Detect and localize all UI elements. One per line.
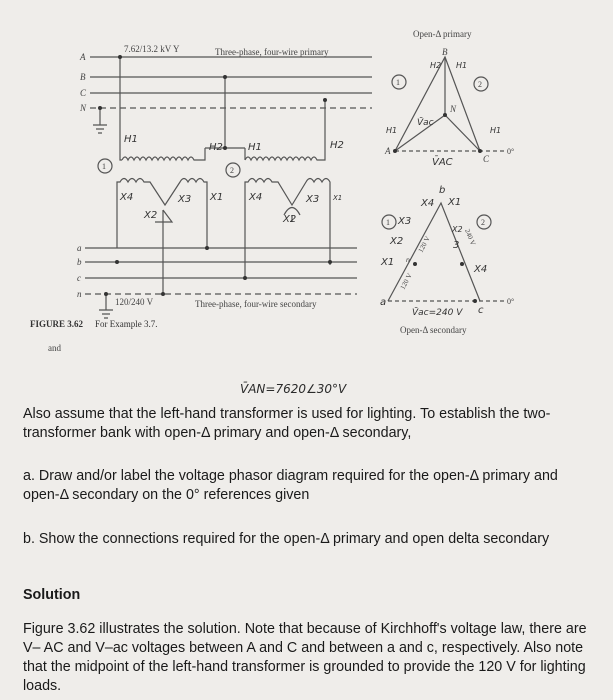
part-b-paragraph: b. Show the connections required for the open-Δ primary and open delta secondary [23, 531, 550, 547]
voltage-label: 120 V [416, 235, 432, 254]
terminal-H1: H1 [124, 134, 138, 145]
terminal-X4: X4 [474, 264, 488, 275]
vertex-a: a [380, 297, 387, 308]
open-delta-primary-title: Open-Δ primary [413, 29, 472, 39]
phasor-label: V̄AC [432, 157, 453, 168]
terminal-X4: X4 [249, 192, 263, 203]
line-label-n: n [77, 289, 82, 299]
terminal-H1: H1 [386, 126, 398, 135]
terminal-X3: X3 [178, 194, 192, 205]
open-delta-primary-triangle [395, 57, 480, 151]
terminal-H1: H1 [248, 142, 262, 153]
terminal-X2: X2 [452, 225, 463, 234]
transformer-1-number: 1 [386, 218, 390, 227]
vertex-A: A [385, 146, 391, 156]
terminal-H2: H2 [209, 142, 223, 153]
ground-icon [93, 108, 107, 133]
terminal-X1: X1 [210, 192, 224, 203]
primary-coil-1 [122, 148, 205, 160]
terminal-X1: X1 [333, 194, 343, 202]
transformer-1-number: 1 [102, 162, 106, 171]
terminal-X2: X2 [144, 210, 158, 221]
and-text: and [48, 343, 61, 353]
figure-caption-text: For Example 3.7. [95, 319, 158, 329]
vertex-N: N [450, 104, 457, 114]
part-a-paragraph: a. Draw and/or label the voltage phasor diagram required for the open-Δ primary and open-Δ secondary on the 0° references given [23, 468, 558, 503]
figure-caption-number: FIGURE 3.62 [30, 319, 84, 329]
voltage-label: 240 V [463, 227, 478, 247]
terminal-X1: X1 [381, 257, 395, 268]
line-label-N: N [80, 103, 87, 113]
handwritten-equation: V̄AN=7620∠30°V [240, 382, 347, 396]
open-delta-secondary-title: Open-Δ secondary [400, 325, 467, 335]
terminal-H1: H1 [490, 126, 502, 135]
terminal-H1: H1 [456, 61, 468, 70]
terminal-H2: H2 [430, 61, 442, 70]
terminal-X4: X4 [120, 192, 134, 203]
terminal-X2: X2 [390, 236, 404, 247]
line-label-B: B [80, 72, 86, 82]
transformer-2-number: 2 [478, 80, 482, 89]
terminal-X4: X4 [421, 198, 435, 209]
voltage-label: 120 V [398, 272, 414, 291]
transformer-2-number: 2 [230, 166, 234, 175]
terminal-3: 3 [453, 240, 460, 251]
reference-angle: 0° [507, 297, 515, 306]
primary-rating: 7.62/13.2 kV Y [124, 44, 180, 54]
line-label-C: C [80, 88, 87, 98]
secondary-rating: 120/240 V [115, 297, 154, 307]
vertex-c: c [478, 305, 484, 316]
ground-icon [99, 294, 113, 318]
vertex-B: B [442, 47, 448, 57]
reference-angle: 0° [507, 147, 515, 156]
line-label-a: a [77, 243, 82, 253]
terminal-X2: X2 [283, 214, 297, 225]
terminal-X3: X3 [306, 194, 320, 205]
solution-heading: Solution [23, 587, 81, 603]
vertex-b: b [439, 185, 446, 196]
line-label-A: A [80, 52, 86, 62]
terminal-X1: X1 [448, 197, 462, 208]
transformer-2-number: 2 [481, 218, 485, 227]
secondary-label: Three-phase, four-wire secondary [195, 299, 317, 309]
figure-3-62-diagram [0, 0, 613, 340]
vertex-n: n [406, 257, 410, 264]
transformer-1-number: 1 [396, 78, 400, 87]
phasor-label: V̄ac=240 V [412, 308, 463, 318]
line-label-c: c [77, 273, 81, 283]
line-label-b: b [77, 257, 82, 267]
intro-paragraph: Also assume that the left-hand transformer is used for lighting. To establish the two-transformer bank with open-Δ primary and open-Δ secondary, [23, 406, 551, 441]
vertex-C: C [483, 154, 490, 164]
terminal-X3: X3 [398, 216, 412, 227]
terminal-H2: H2 [330, 140, 344, 151]
solution-paragraph: Figure 3.62 illustrates the solution. Note that because of Kirchhoff's voltage law, there are V– AC and V–ac voltages between A and C and between a and c, respectively. Also note that the midpoint of the left-hand transformer is grounded to provide the 120 V for lighting loads. [23, 621, 587, 694]
primary-label: Three-phase, four-wire primary [215, 47, 329, 57]
phasor-label: V̄ac [417, 118, 434, 128]
